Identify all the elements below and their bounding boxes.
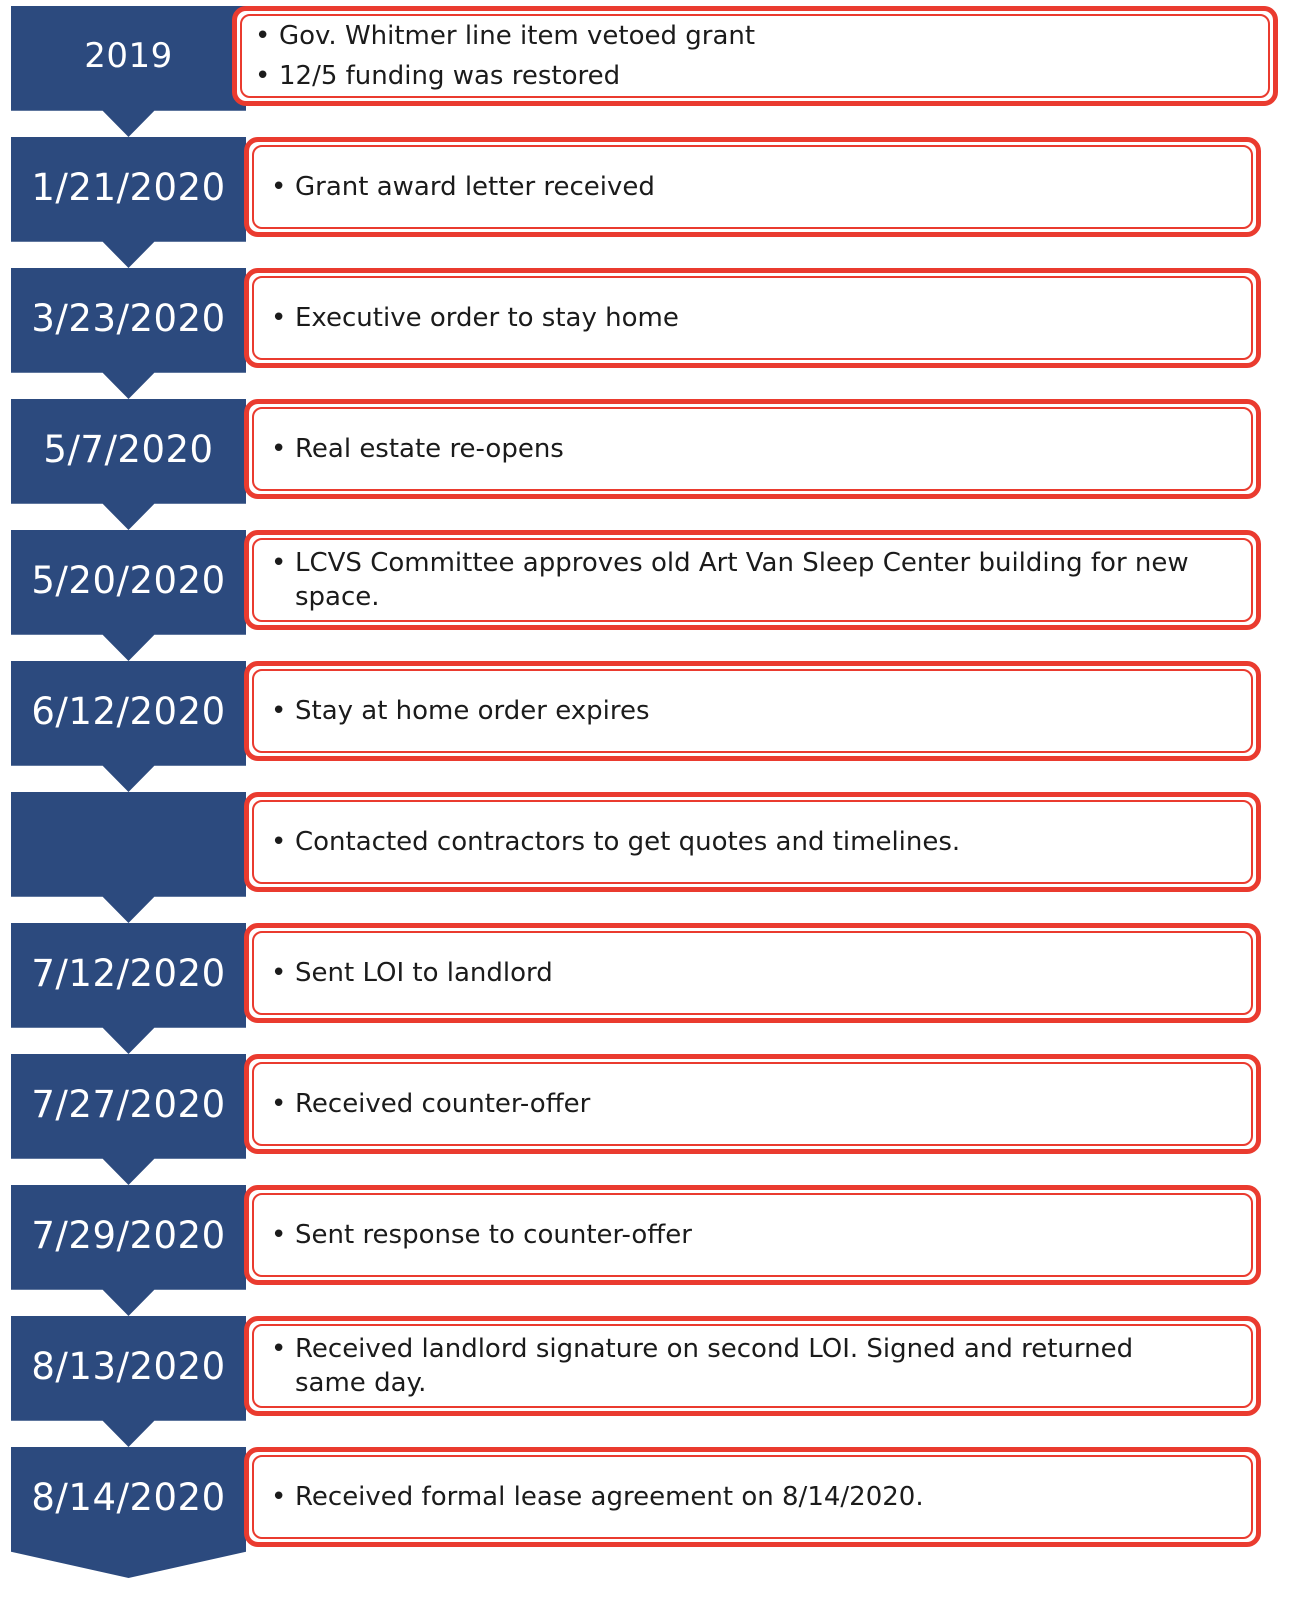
step-date: 7/12/2020 xyxy=(31,951,226,995)
step-box xyxy=(244,1054,1261,1154)
step-date: 5/20/2020 xyxy=(31,558,226,602)
step-box xyxy=(244,1447,1261,1547)
step-item-list xyxy=(255,11,1223,101)
step-box xyxy=(244,399,1261,499)
step-box xyxy=(244,268,1261,368)
step-date: 8/14/2020 xyxy=(31,1475,226,1519)
step-box xyxy=(232,6,1278,106)
step-item: • 12/5 funding was restored xyxy=(255,56,1223,96)
step-item-list xyxy=(271,535,1206,625)
step-item: • LCVS Committee approves old Art Van Sleep Center building for new space. xyxy=(271,546,1206,614)
step-box xyxy=(244,1185,1261,1285)
step-item: • Gov. Whitmer line item vetoed grant xyxy=(255,16,1223,56)
step-date: 6/12/2020 xyxy=(31,689,226,733)
step-item: • Real estate re-opens xyxy=(271,432,1206,466)
step-date: 8/13/2020 xyxy=(31,1344,226,1388)
step-item-list xyxy=(271,142,1206,232)
step-item-list xyxy=(271,273,1206,363)
step-item: • Executive order to stay home xyxy=(271,301,1206,335)
step-date: 7/27/2020 xyxy=(31,1082,226,1126)
step-item: • Received counter-offer xyxy=(271,1087,1206,1121)
step-box xyxy=(244,1316,1261,1416)
step-box xyxy=(244,661,1261,761)
step-item: • Sent LOI to landlord xyxy=(271,956,1206,990)
step-item: • Received formal lease agreement on 8/14/2020. xyxy=(271,1480,1206,1514)
step-item: • Received landlord signature on second LOI. Signed and returned same day. xyxy=(271,1332,1206,1400)
step-item-list xyxy=(271,1321,1206,1411)
step-date: 2019 xyxy=(84,36,173,76)
step-item-list xyxy=(271,928,1206,1018)
step-box xyxy=(244,792,1261,892)
step-item-list xyxy=(271,666,1206,756)
step-date: 3/23/2020 xyxy=(31,296,226,340)
step-item-list xyxy=(271,1452,1206,1542)
step-date xyxy=(11,792,246,892)
step-box xyxy=(244,923,1261,1023)
step-date: 1/21/2020 xyxy=(31,165,226,209)
step-item-list xyxy=(271,1059,1206,1149)
step-box xyxy=(244,137,1261,237)
step-item: • Contacted contractors to get quotes and timelines. xyxy=(271,825,1206,859)
step-date: 5/7/2020 xyxy=(43,427,214,471)
step-item-list xyxy=(271,1190,1206,1280)
step-item: • Grant award letter received xyxy=(271,170,1206,204)
step-item: • Stay at home order expires xyxy=(271,694,1206,728)
step-box xyxy=(244,530,1261,630)
step-item: • Sent response to counter-offer xyxy=(271,1218,1206,1252)
step-item-list xyxy=(271,404,1206,494)
step-date: 7/29/2020 xyxy=(31,1213,226,1257)
step-item-list xyxy=(271,797,1206,887)
